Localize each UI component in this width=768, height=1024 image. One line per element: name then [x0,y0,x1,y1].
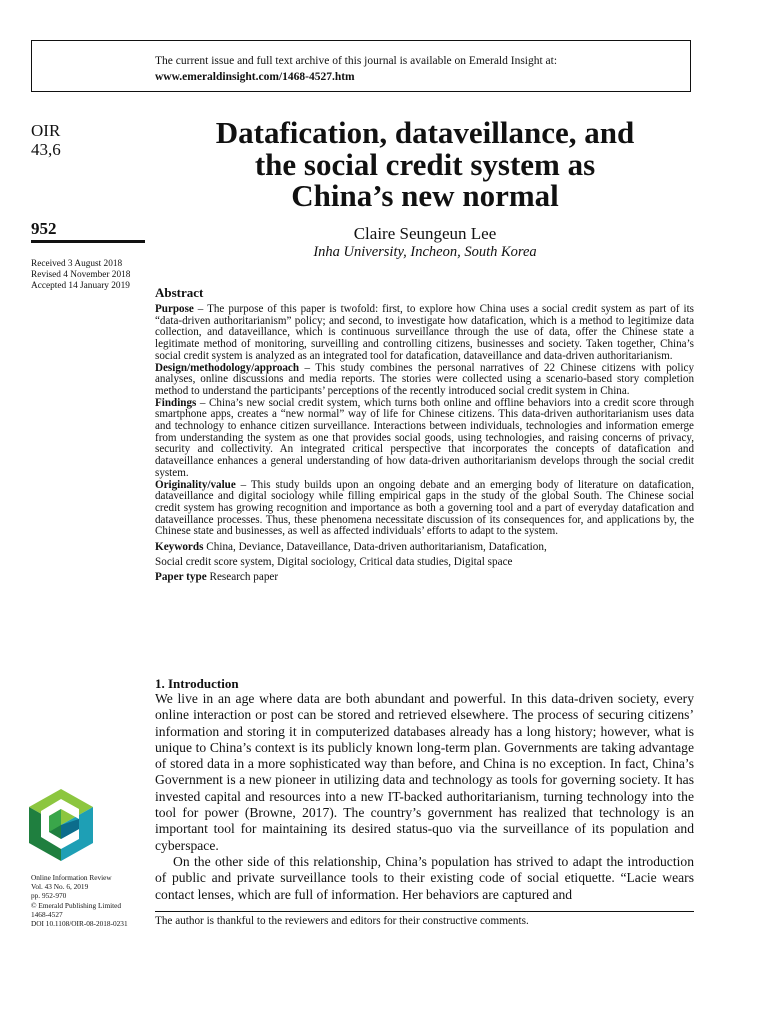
pub-info-line: pp. 952-970 [31,891,67,901]
accepted-date: Accepted 14 January 2019 [31,281,130,291]
article-title [155,117,695,212]
paper-type-label: Paper type [155,571,207,584]
pub-info-line: 1468-4527 [31,909,63,919]
abstract-originality [155,480,694,539]
paper-type-value: Research paper [206,571,279,584]
journal-code [31,121,61,159]
banner-url-link[interactable]: www.emeraldinsight.com/1468-4527.htm [155,71,355,83]
abstract-heading: Abstract [155,285,204,300]
keywords-label: Keywords [155,541,204,554]
paper-type [155,570,694,585]
keywords-block [155,540,694,585]
body-paragraph: On the other side of this relationship, China’s population has strived to adapt the introduction of public and private surveillance tools to their existing code of social etiquette. “Lacie wears contact lenses, which are full of information. Her behaviors are captured and [155,853,694,902]
emerald-logo-icon [29,789,93,861]
abstract-findings [155,398,694,480]
received-date: Received 3 August 2018 [31,259,123,269]
journal-abbrev: OIR [31,121,61,140]
title-line: the social credit system as [254,146,596,182]
pub-info-line: © Emerald Publishing Limited [31,900,122,910]
sidebar-divider [31,240,145,243]
page-number: 952 [31,219,57,238]
abstract-body [155,304,694,585]
abstract-text: – This study combines the personal narratives of 22 Chinese citizens with policy analyses, online discussions and media reports. The stories were collected using a scenario-based story completion method to understand the participants’ perceptions of the recently introduced social credit system in China. [155,361,694,397]
abstract-text: – This study builds upon an ongoing debate and an emerging body of literature on datafication, dataveillance and digital sociology while filling empirical gaps in the study of the global South. The Chinese social credit system has growing recognition and importance as both a governing tool and a part of everyday datafication and dataveillance processes. Thus, these phenomena necessitate discussion of its consequences for, and applications by, the Chinese state and businesses, as well as affected individuals’ efforts to adapt to the system. [155,478,694,538]
abstract-text: – The purpose of this paper is twofold: first, to explore how China uses a social credit system as part of its “data-driven authoritarianism” policy; and second, to investigate how datafication, which is a method to legitimize data collection, and dataveillance, which is continuous surveillance through the use of data, offer the Chinese state a legitimate method of monitoring, surveilling and controlling citizens, businesses and society. Taken together, China’s social credit system is analyzed as an integrated tool for datafication, dataveillance and data-driven authoritarianism. [155,303,694,362]
volume-issue: 43,6 [31,140,61,159]
abstract-label: Originality/value [155,478,236,491]
footnote: The author is thankful to the reviewers and editors for their constructive comments. [155,915,529,927]
abstract-label: Design/methodology/approach [155,361,300,374]
publication-info [31,873,128,928]
body-paragraph: We live in an age where data are both abundant and powerful. In this data-driven society, every online interaction or post can be stored and retrieved elsewhere. The process of securing citizens’ information and storing it in computerized databases already has a long history; however, what is unique to China’s context is its publicly known long-term plan. Governments are taking advantage of stored data in a more sophisticated way than before, and China is no exception. In fact, China’s Government is a new pioneer in utilizing data and technology as tools for governing society. It has invested capital and resources into a new IT-backed authoritarianism, turning technology into the tool for power (Browne, 2017). The country’s government has realized that technology is an important tool for maintaining its desired status-quo via the surveillance of its population and cyberspace. [155,691,694,853]
abstract-purpose [155,304,694,363]
abstract-label: Purpose [155,303,194,315]
article-dates [31,259,130,292]
keywords-line: Social credit score system, Digital sociology, Critical data studies, Digital space [155,556,513,569]
pub-info-line: Vol. 43 No. 6, 2019 [31,882,89,892]
pub-info-line: DOI 10.1108/OIR-08-2018-0231 [31,919,128,929]
author-name: Claire Seungeun Lee [353,224,497,243]
pub-info-line: Online Information Review [31,873,112,882]
keywords-text: China, Deviance, Dataveillance, Data-driven authoritarianism, Datafication, [203,541,547,554]
title-line: China’s new normal [291,178,559,213]
keywords-line [155,540,694,555]
introduction-body [155,691,694,903]
author-affiliation: Inha University, Incheon, South Korea [313,244,537,260]
title-line: Datafication, dataveillance, and [215,115,635,150]
abstract-design [155,363,694,398]
section-heading: 1. Introduction [155,676,239,691]
revised-date: Revised 4 November 2018 [31,270,131,280]
abstract-text: – China’s new social credit system, which turns both online and offline behaviors into a credit score through smartphone apps, creates a “new normal” way of life for Chinese citizens. This data-driven authoritarianism uses data and technology to enhance citizen surveillance. Interactions between individuals, technologies and information emerge from understanding the system as one that provides social goods, using technologies, and raising concerns of privacy, security and collectivity. An integrated critical perspective that incorporates the concepts of datafication and dataveillance enhances a general understanding of how data-driven authoritarianism develops through the social credit system. [155,396,694,479]
footnote-divider [155,911,694,912]
abstract-label: Findings [155,396,197,409]
banner-text: The current issue and full text archive of this journal is available on Emerald Insight at: [155,55,558,67]
journal-banner [31,40,691,92]
